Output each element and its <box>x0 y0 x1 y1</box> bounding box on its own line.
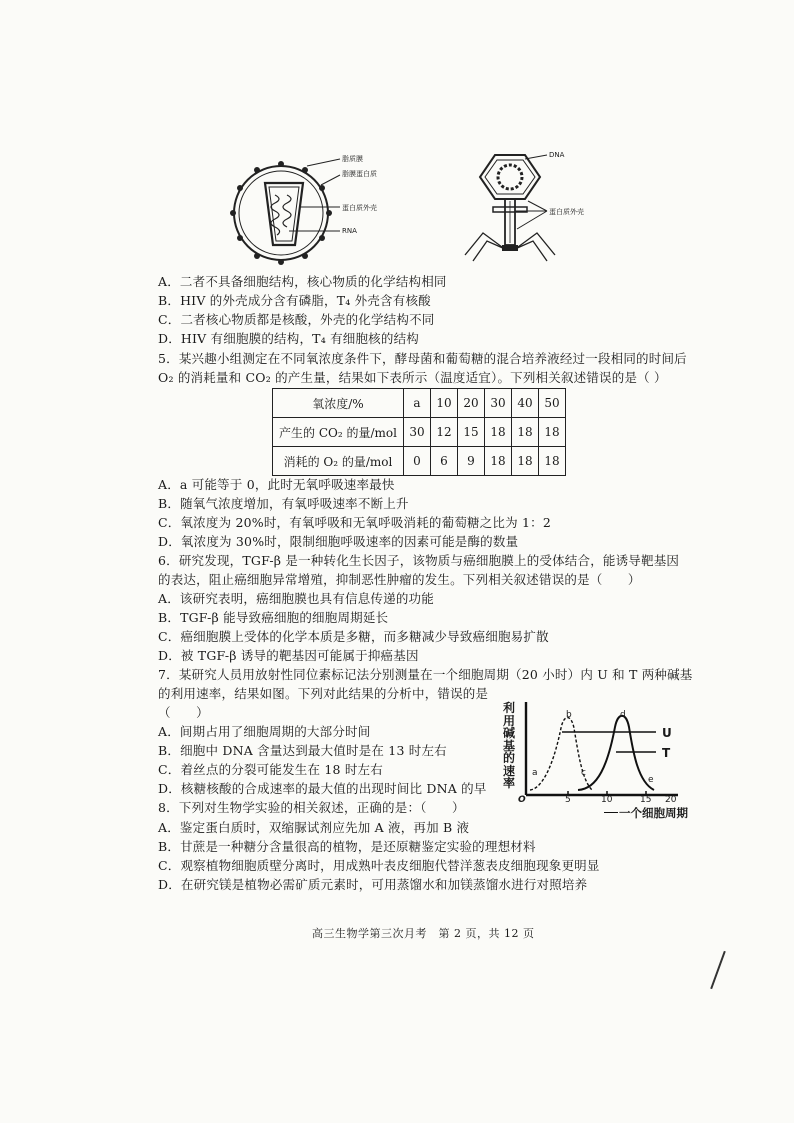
table-cell: 18 <box>485 447 512 476</box>
point-label-b: b <box>566 710 572 720</box>
u-curve <box>530 718 592 791</box>
q5-stem-line2: O₂ 的消耗量和 CO₂ 的产生量，结果如下表所示（温度适宜）。下列相关叙述错误的是（ ） <box>158 370 667 385</box>
ylabel-char: 用 <box>503 713 516 728</box>
q5-option-b: B．随氧气浓度增加，有氧呼吸速率不断上升 <box>158 496 409 511</box>
q5-stem-line1: 5．某兴趣小组测定在不同氧浓度条件下，酵母菌和葡萄糖的混合培养液经过一段相同的时间后 <box>158 351 687 366</box>
phage-label-dna: DNA <box>549 151 565 159</box>
table-header-cell: 产生的 CO₂ 的量/mol <box>273 418 404 447</box>
q4-option-c: C．二者核心物质都是核酸，外壳的化学结构不同 <box>158 312 435 327</box>
table-cell: 18 <box>539 447 566 476</box>
page-footer: 高三生物学第三次月考 第 2 页，共 12 页 <box>312 927 535 940</box>
series-label-t: T <box>662 746 671 760</box>
x-tick-10: 10 <box>601 795 613 805</box>
q8-option-a: A．鉴定蛋白质时，双缩脲试剂应先加 A 液，再加 B 液 <box>158 820 470 835</box>
q7-stem-line1: 7．某研究人员用放射性同位素标记法分别测量在一个细胞周期（20 小时）内 U 和 T 两种碱基 <box>158 667 693 682</box>
table-row <box>273 389 566 418</box>
ylabel-char: 速 <box>503 763 516 778</box>
q8-stem: 8．下列对生物学实验的相关叙述，正确的是：（ ） <box>158 800 465 815</box>
chart-xlabel: 一个细胞周期 <box>619 806 688 820</box>
table-cell: 18 <box>512 418 539 447</box>
q6-option-a: A．该研究表明，癌细胞膜也具有信息传递的功能 <box>158 591 434 606</box>
table-cell: 40 <box>512 389 539 418</box>
ylabel-char: 碱 <box>503 726 516 740</box>
table-cell: 20 <box>458 389 485 418</box>
x-tick-origin: O <box>518 795 526 805</box>
hiv-diagram <box>230 159 340 265</box>
x-tick-15: 15 <box>640 795 652 805</box>
q7-option-d: D．核糖核酸的合成速率的最大值的出现时间比 DNA 的早 <box>158 781 487 796</box>
q8-option-d: D．在研究镁是植物必需矿质元素时，可用蒸馏水和加镁蒸馏水进行对照培养 <box>158 877 588 892</box>
table-cell: 50 <box>539 389 566 418</box>
t-curve <box>578 716 654 790</box>
q6-stem-line2: 的表达，阻止癌细胞异常增殖，抑制恶性肿瘤的发生。下列相关叙述错误的是（ ） <box>158 572 641 587</box>
table-cell: 6 <box>431 447 458 476</box>
point-label-a: a <box>532 768 538 778</box>
hiv-label-lipid-membrane: 脂质膜 <box>342 155 363 163</box>
series-label-u: U <box>662 726 672 740</box>
table-cell: 12 <box>431 418 458 447</box>
point-label-e: e <box>648 775 654 785</box>
q7-option-a: A．间期占用了细胞周期的大部分时间 <box>158 724 371 739</box>
table-cell: 30 <box>485 389 512 418</box>
hiv-label-membrane-protein: 脂膜蛋白质 <box>342 170 377 178</box>
x-tick-5: 5 <box>565 795 571 805</box>
q8-option-c: C．观察植物细胞质壁分离时，用成熟叶表皮细胞代替洋葱表皮细胞现象更明显 <box>158 858 600 873</box>
table-header-cell: 消耗的 O₂ 的量/mol <box>273 447 404 476</box>
q4-option-a: A．二者不具备细胞结构，核心物质的化学结构相同 <box>158 274 447 289</box>
q7-option-b: B．细胞中 DNA 含量达到最大值时是在 13 时左右 <box>158 743 447 758</box>
ylabel-char: 率 <box>503 776 516 790</box>
table-cell: a <box>404 389 431 418</box>
oxygen-table <box>272 388 566 476</box>
x-tick-20: 20 <box>665 795 677 805</box>
q6-option-c: C．癌细胞膜上受体的化学本质是多糖，而多糖减少导致癌细胞易扩散 <box>158 629 549 644</box>
point-label-c: c <box>581 768 586 778</box>
t4-phage-diagram <box>465 155 555 261</box>
q4-option-d: D．HIV 有细胞膜的结构，T₄ 有细胞核的结构 <box>158 331 419 346</box>
table-header-cell: 氧浓度/% <box>273 389 404 418</box>
point-label-d: d <box>620 710 626 720</box>
ylabel-char: 利 <box>503 701 516 715</box>
table-cell: 10 <box>431 389 458 418</box>
table-cell: 15 <box>458 418 485 447</box>
q6-option-b: B．TGF-β 能导致癌细胞的细胞周期延长 <box>158 610 389 625</box>
phage-label-protein-coat: 蛋白质外壳 <box>549 208 584 216</box>
q4-option-b: B．HIV 的外壳成分含有磷脂，T₄ 外壳含有核酸 <box>158 293 431 308</box>
hiv-label-rna: RNA <box>342 227 357 235</box>
q6-stem-line1: 6．研究发现，TGF-β 是一种转化生长因子，该物质与癌细胞膜上的受体结合，能诱导靶基因 <box>158 553 680 568</box>
q8-option-b: B．甘蔗是一种糖分含量很高的植物，是还原糖鉴定实验的理想材料 <box>158 839 536 854</box>
q6-option-d: D．被 TGF-β 诱导的靶基因可能属于抑癌基因 <box>158 648 419 663</box>
table-cell: 18 <box>539 418 566 447</box>
q5-option-a: A．a 可能等于 0，此时无氧呼吸速率最快 <box>158 477 395 492</box>
table-cell: 18 <box>485 418 512 447</box>
table-row <box>273 447 566 476</box>
chart-ylabel <box>503 702 517 790</box>
table-cell: 9 <box>458 447 485 476</box>
hiv-label-protein-coat: 蛋白质外壳 <box>342 204 377 212</box>
q7-answer-paren: （ ） <box>158 705 209 720</box>
scan-artifact <box>710 951 726 989</box>
ylabel-char: 基 <box>503 738 516 753</box>
q7-option-c: C．着丝点的分裂可能发生在 18 时左右 <box>158 762 383 777</box>
q5-option-d: D．氧浓度为 30%时，限制细胞呼吸速率的因素可能是酶的数量 <box>158 534 519 549</box>
table-cell: 18 <box>512 447 539 476</box>
q7-stem-line2: 的利用速率，结果如图。下列对此结果的分析中，错误的是 <box>158 686 489 701</box>
table-cell: 30 <box>404 418 431 447</box>
q5-option-c: C．氧浓度为 20%时，有氧呼吸和无氧呼吸消耗的葡萄糖之比为 1：2 <box>158 515 552 530</box>
ylabel-char: 的 <box>503 751 516 765</box>
table-row <box>273 418 566 447</box>
table-cell: 0 <box>404 447 431 476</box>
